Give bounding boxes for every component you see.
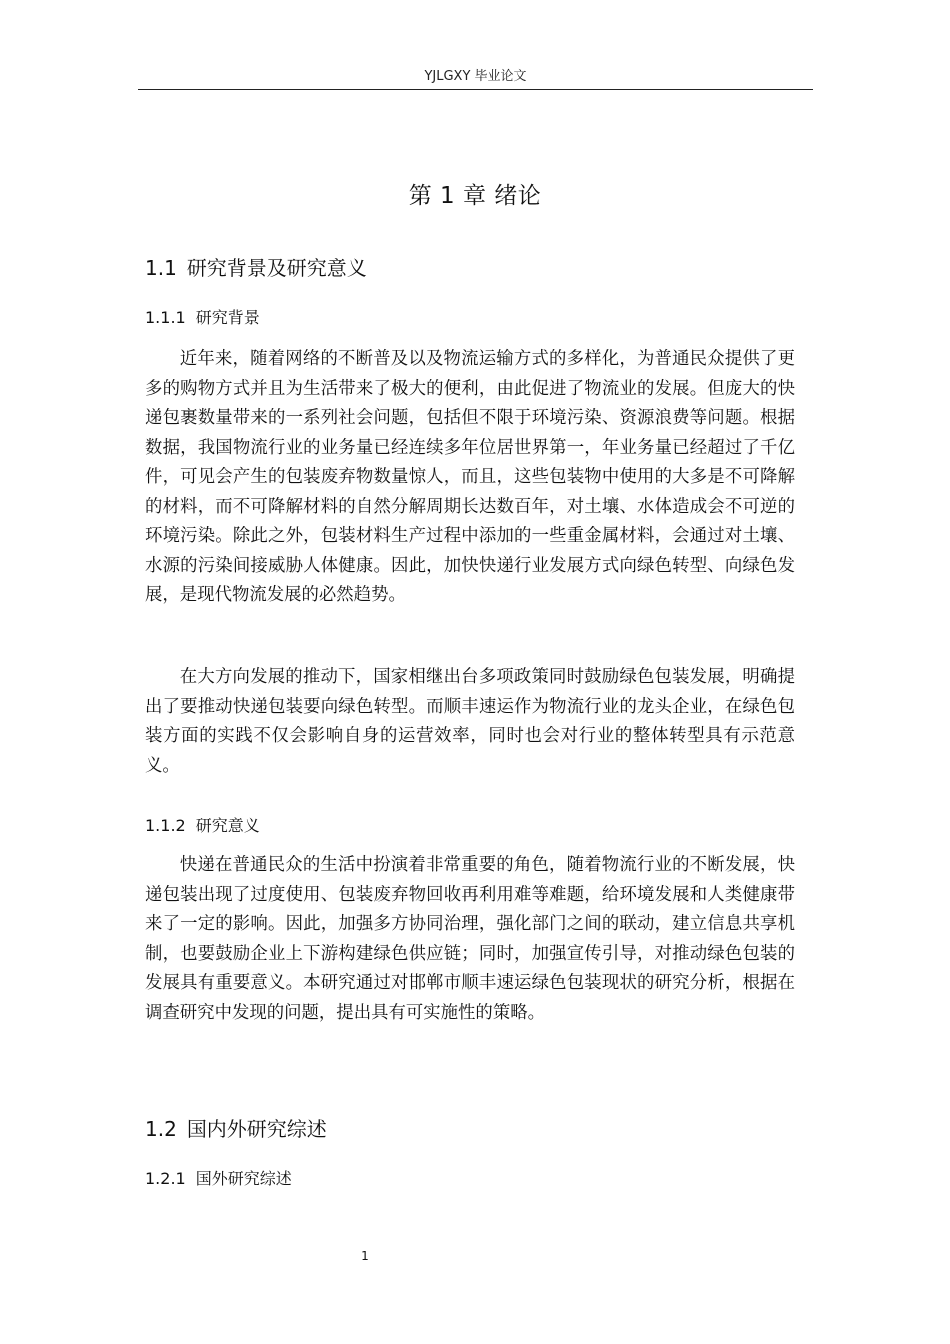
paragraph-background-2: 在大方向发展的推动下，国家相继出台多项政策同时鼓励绿色包装发展，明确提出了要推动快递包装要向绿色转型。而顺丰速运作为物流行业的龙头企业，在绿色包装方面的实践不仅会影响自身的运营效率，同时也会对行业的整体转型具有示范意义。 (145, 667, 795, 776)
section-number: 1.2 (145, 1117, 177, 1141)
subsection-heading-1-1-2 (145, 815, 260, 837)
subsection-number: 1.2.1 (145, 1169, 186, 1188)
paragraph-background-1: 近年来，随着网络的不断普及以及物流运输方式的多样化，为普通民众提供了更多的购物方式并且为生活带来了极大的便利，由此促进了物流业的发展。但庞大的快递包裹数量带来的一系列社会问题，包括但不限于环境污染、资源浪费等问题。根据数据，我国物流行业的业务量已经连续多年位居世界第一，年业务量已经超过了千亿件，可见会产生的包装废弃物数量惊人，而且，这些包装物中使用的大多是不可降解的材料，而不可降解材料的自然分解周期长达数百年，对土壤、水体造成会不可逆的环境污染。除此之外，包装材料生产过程中添加的一些重金属材料，会通过对土壤、水源的污染间接威胁人体健康。因此，加快快递行业发展方式向绿色转型、向绿色发展，是现代物流发展的必然趋势。 (145, 349, 795, 605)
subsection-heading-1-1-1 (145, 307, 260, 329)
subsection-number: 1.1.2 (145, 816, 186, 835)
subsection-title: 国外研究综述 (195, 1169, 292, 1188)
section-heading-1-1 (145, 254, 367, 282)
subsection-title: 研究背景 (195, 308, 260, 327)
section-heading-1-2 (145, 1115, 327, 1143)
page-number: 1 (361, 1249, 369, 1263)
subsection-number: 1.1.1 (145, 308, 186, 327)
subsection-title: 研究意义 (195, 816, 260, 835)
paragraph-significance-1: 快递在普通民众的生活中扮演着非常重要的角色，随着物流行业的不断发展，快递包装出现了过度使用、包装废弃物回收再利用难等难题，给环境发展和人类健康带来了一定的影响。因此，加强多方协同治理，强化部门之间的联动，建立信息共享机制，也要鼓励企业上下游构建绿色供应链；同时，加强宣传引导，对推动绿色包装的发展具有重要意义。本研究通过对邯郸市顺丰速运绿色包装现状的研究分析，根据在调查研究中发现的问题，提出具有可实施性的策略。 (145, 855, 795, 1023)
section-title: 国内外研究综述 (186, 1117, 327, 1141)
section-number: 1.1 (145, 256, 177, 280)
subsection-heading-1-2-1 (145, 1168, 292, 1190)
section-title: 研究背景及研究意义 (186, 256, 367, 280)
running-header: YJLGXY 毕业论文 (424, 69, 527, 84)
chapter-title: 第 1 章 绪论 (408, 183, 542, 209)
header-rule (138, 89, 813, 90)
